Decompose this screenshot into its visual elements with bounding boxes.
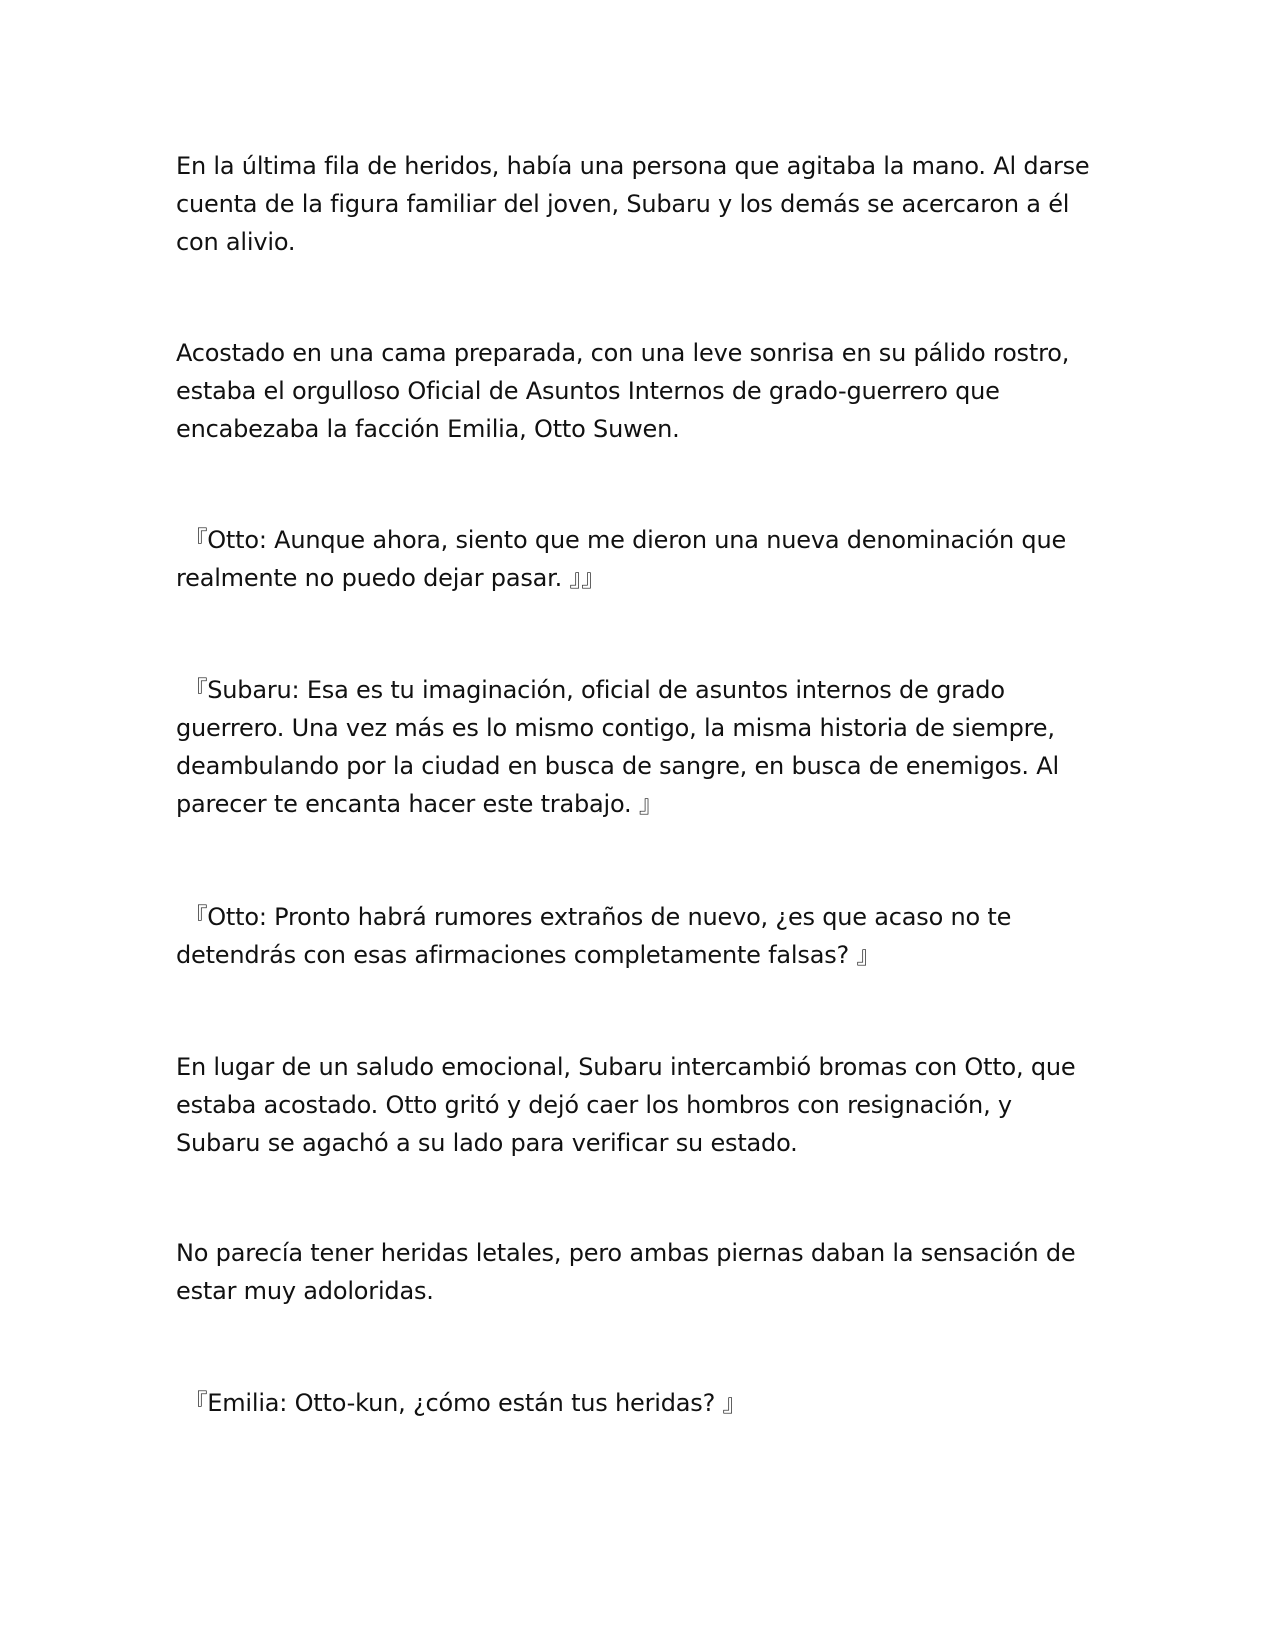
paragraph-dialogue-emilia: 『Emilia: Otto-kun, ¿cómo están tus heridas? 』 (176, 1389, 747, 1417)
paragraph-narration-4: No parecía tener heridas letales, pero ambas piernas daban la sensación de estar muy adoloridas. (176, 1239, 1083, 1305)
paragraph-dialogue-subaru: 『Subaru: Esa es tu imaginación, oficial de asuntos internos de grado guerrero. Una vez más es lo mismo contigo, la misma historia de siempre, deambulando por la ciudad en busca de sangre, en busca de enemigos. Al parecer te encanta hacer este trabajo. 』 (176, 676, 1067, 818)
paragraph-dialogue-otto-2: 『Otto: Pronto habrá rumores extraños de nuevo, ¿es que acaso no te detendrás con esas afirmaciones completamente falsas? 』 (176, 903, 1019, 969)
paragraph-narration-3: En lugar de un saludo emocional, Subaru intercambió bromas con Otto, que estaba acostado. Otto gritó y dejó caer los hombros con resignación, y Subaru se agachó a su lado para verificar su estado. (176, 1053, 1083, 1157)
paragraph-dialogue-otto-1: 『Otto: Aunque ahora, siento que me dieron una nueva denominación que realmente no puedo dejar pasar. 』』 (176, 526, 1074, 592)
paragraph-narration-1: En la última fila de heridos, había una persona que agitaba la mano. Al darse cuenta de la figura familiar del joven, Subaru y los demás se acercaron a él con alivio. (176, 152, 1097, 256)
paragraph-narration-2: Acostado en una cama preparada, con una leve sonrisa en su pálido rostro, estaba el orgulloso Oficial de Asuntos Internos de grado-guerrero que encabezaba la facción Emilia, Otto Suwen. (176, 339, 1077, 443)
